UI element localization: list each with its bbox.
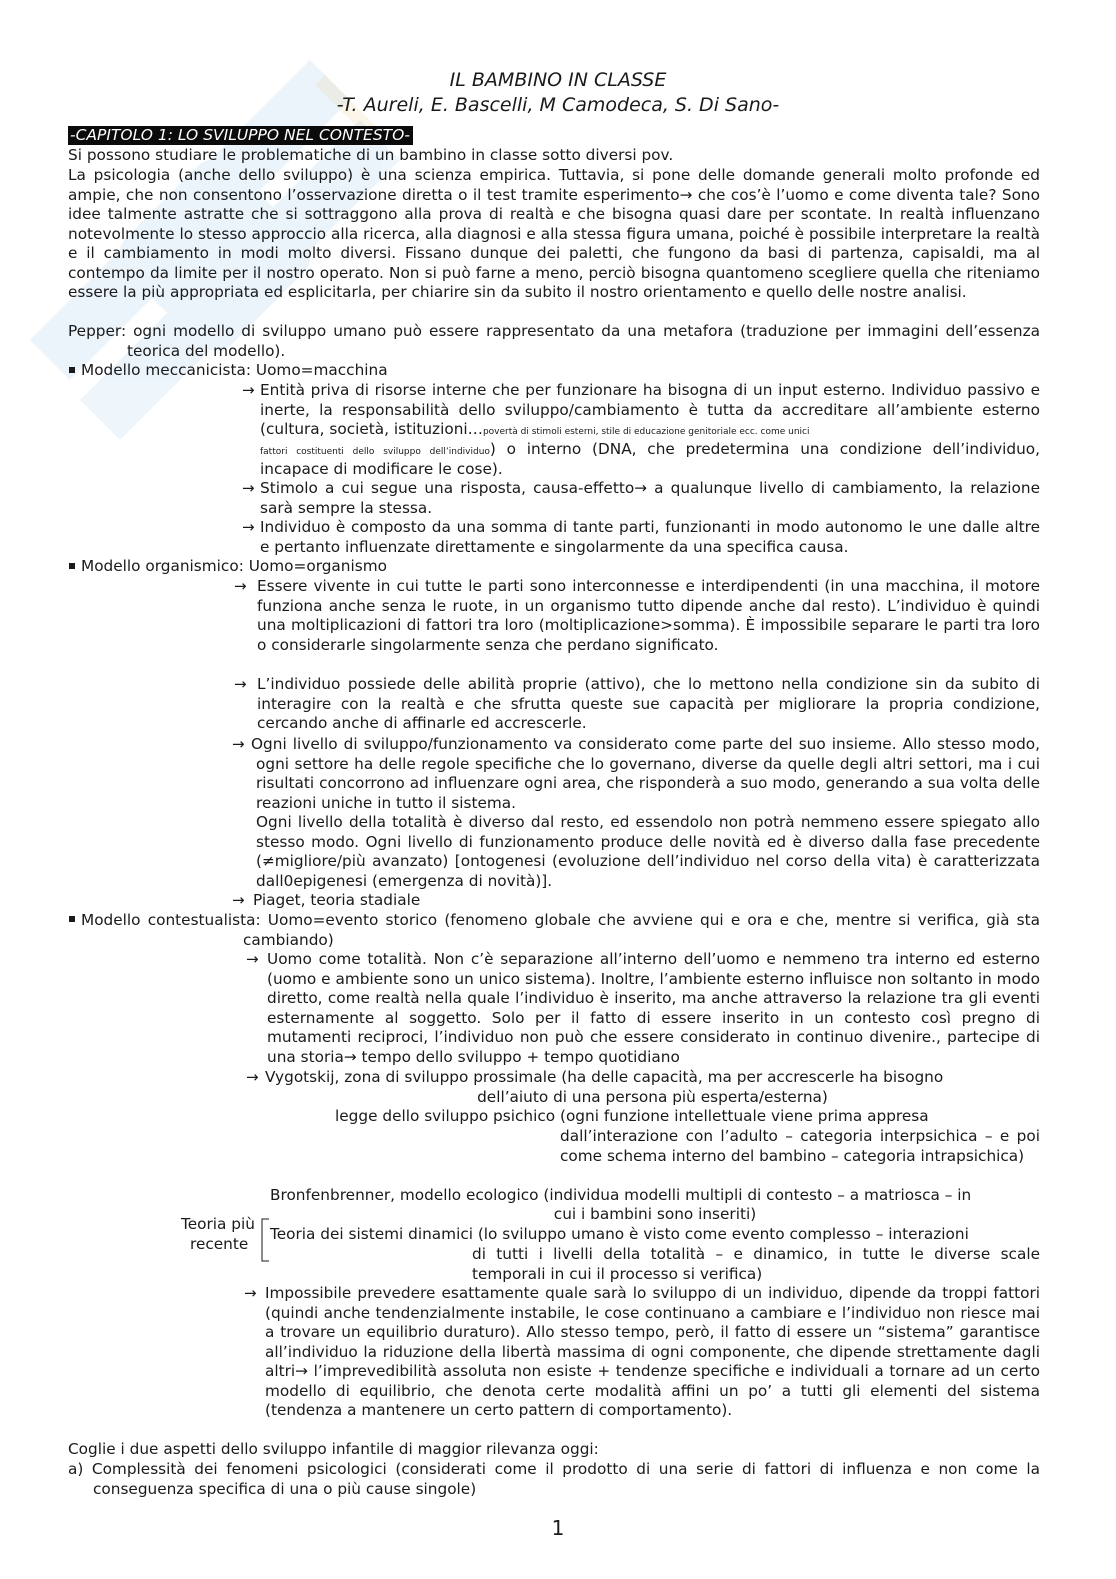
arrow-icon: → [234, 675, 247, 693]
vygotskij-line-2: dell’aiuto di una persona più esperta/esterna) [477, 1088, 828, 1106]
psychic-law-line-1: legge dello sviluppo psichico (ogni funzione intellettuale viene prima appresa [335, 1107, 929, 1125]
arrow-icon: → [244, 1284, 257, 1302]
chapter-heading: -CAPITOLO 1: LO SVILUPPO NEL CONTESTO- [68, 126, 413, 145]
vygotskij-line-1: Vygotskij, zona di sviluppo prossimale (ha delle capacità, ma per accrescerle ha bisogno [265, 1068, 944, 1086]
mechanistic-heading: Modello meccanicista: Uomo=macchina [81, 361, 388, 379]
mechanistic-bullet-2: Stimolo a cui segue una risposta, causa-effetto→ a qualunque livello di cambiamento, la relazione sarà sempre la stessa. [260, 479, 1040, 517]
side-label-line-2: recente [190, 1235, 249, 1253]
pepper-text: Pepper: ogni modello di sviluppo umano può essere rappresentato da una metafora (traduzione per immagini dell’essenza teorica del modello). [68, 322, 1040, 360]
bullet-square-icon [69, 367, 75, 373]
contextualist-bullet-1: Uomo come totalità. Non c’è separazione all’interno dell’uomo e nemmeno tra interno ed esterno (uomo e ambiente sono un unico sistema). Inoltre, l’ambiente esterno influisce non soltanto in modo diretto, come realtà nella quale l’individuo è inserito, ma anche attraverso la relazione tra gli eventi esternamente al soggetto. Solo per il fatto di essere inserito in un contesto così pregno di mutamenti reciproci, l’individuo non può che essere considerato in continuo divenire., partecipe di una storia→ tempo dello sviluppo + tempo quotidiano [267, 950, 1040, 1066]
organismic-b3-text: Ogni livello di sviluppo/funzionamento va considerato come parte del suo insieme. Allo stesso modo, ogni settore ha delle regole specifiche che lo governano, diverse da quelle degli altri settori, ma i cui risultati concorrono ad influenzare ogni area, che risponderà a suo modo, generando a sua volta delle reazioni uniche in tutto il sistema. [251, 735, 1040, 812]
page-number: 1 [551, 1516, 565, 1540]
bronfenbrenner-line-2: cui i bambini sono inseriti) [553, 1205, 757, 1223]
arrow-icon: → [242, 381, 255, 399]
closing-point-a-text: a) Complessità dei fenomeni psicologici (considerati come il prodotto di una serie di fattori di influenza e non come la conseguenza specifica di una o più cause singole) [68, 1460, 1040, 1498]
organismic-bullet-3 [251, 735, 1040, 813]
intro-paragraph-2: La psicologia (anche dello sviluppo) è una scienza empirica. Tuttavia, si pone delle domande generali molto profonde ed ampie, che non consentono l’osservazione diretta o il test tramite esperimento→ che cos’è l’uomo e come diventa tale? Sono idee talmente astratte che si sottraggono alla prova di realtà e che bisogna quasi dare per scontate. In realtà influenzano notevolmente lo stesso approccio alla ricerca, alla diagnosi e alla stessa figura umana, poiché è possibile interpretare la realtà e il cambiamento in modi molto diversi. Fissano dunque dei paletti, che fungono da basi di partenza, capisaldi, ma al contempo da limite per il nostro operato. Non si può farne a meno, perciò bisogna quantomeno scegliere quella che riteniamo essere la più appropriata ed esplicitarla, per chiarire sin da subito il nostro orientamento e quello delle nostre analisi. [68, 166, 1040, 302]
mechanistic-b1-main: Entità priva di risorse interne che per funzionare ha bisogna di un input esterno. Individuo passivo e inerte, la responsabilità dello sviluppo/cambiamento è tutta da accreditare all’ambiente esterno (cultura, società, istituzioni… [260, 381, 1040, 439]
bronfenbrenner-line-1: Bronfenbrenner, modello ecologico (individua modelli multipli di contesto – a matriosca – in [270, 1186, 972, 1204]
arrow-icon: → [242, 518, 255, 536]
arrow-icon: → [246, 1068, 259, 1086]
arrow-icon: → [232, 891, 245, 909]
organismic-bullet-2: L’individuo possiede delle abilità proprie (attivo), che lo mettono nella condizione sin da subito di interagire con la realtà e che sfrutta queste sue capacità per migliorare la propria condizione, cercando anche di affinarle ed accrescerle. [257, 675, 1040, 733]
bracket-icon [260, 1218, 270, 1262]
side-label-line-1: Teoria più [181, 1215, 255, 1233]
organismic-b1-text: Essere vivente in cui tutte le parti sono interconnesse e interdipendenti (in una macchina, il motore funziona anche senza le ruote, in un organismo tutto dipende anche dal resto). L’individuo è quindi una moltiplicazioni di fattori tra loro (moltiplicazione>somma). È impossibile separare le parti tra loro o considerarle singolarmente senza che perdano significato. [257, 577, 1040, 654]
arrow-icon: → [246, 950, 259, 968]
mechanistic-bullet-3: Individuo è composto da una somma di tante parti, funzionanti in modo autonomo le une dalle altre e pertanto influenzate direttamente e singolarmente da una specifica causa. [260, 518, 1040, 556]
bullet-square-icon [69, 563, 75, 569]
intro-paragraph-1: Si possono studiare le problematiche di un bambino in classe sotto diversi pov. [68, 146, 674, 164]
arrow-icon: → [234, 577, 247, 595]
organismic-bullet-4: Piaget, teoria stadiale [253, 891, 421, 909]
mechanistic-b1-tail: ) o interno (DNA, che predetermina una condizione dell’individuo, incapace di modificare le cose). [260, 440, 1041, 478]
pepper-paragraph [68, 322, 1040, 361]
document-title: IL BAMBINO IN CLASSE [449, 69, 667, 91]
closing-intro: Coglie i due aspetti dello sviluppo infantile di maggior rilevanza oggi: [68, 1440, 599, 1458]
document-authors: -T. Aureli, E. Bascelli, M Camodeca, S. Di Sano- [336, 94, 780, 116]
organismic-bullet-3-cont: Ogni livello della totalità è diverso dal resto, ed essendolo non potrà nemmeno essere spiegato allo stesso modo. Ogni livello di funzionamento produce delle novità ed è diverso dalla fase precedente (≠migliore/più avanzato) [ontogenesi (evoluzione dell’individuo nel corso della vita) è caratterizzata dall0epigenesi (emergenza di novità)]. [256, 813, 1040, 890]
organismic-bullet-1 [255, 577, 1040, 655]
contextualist-bullet-last: Impossibile prevedere esattamente quale sarà lo sviluppo di un individuo, dipende da troppi fattori (quindi anche tendenzialmente instabile, le cose continuano a cambiare e l’individuo non riesce mai a trovare un equilibrio duraturo). Allo stesso tempo, però, il fatto di essere un “sistema” garantisce all’individuo la riduzione della libertà massima di ogni componente, che dipende strettamente dagli altri→ l’imprevedibilità assoluta non esiste + tendenze specifiche e individuali a tornare ad un certo modello di equilibrio, che denota certe modalità affini un po’ a tutti gli elementi del sistema (tendenza a mantenere un certo pattern di comportamento). [265, 1284, 1040, 1420]
mechanistic-bullet-1 [260, 381, 1040, 440]
bullet-square-icon [69, 916, 75, 922]
contextualist-heading [81, 911, 1040, 950]
closing-point-a [68, 1460, 1040, 1499]
mechanistic-b1-note-b: fattori costituenti dello sviluppo dell’individuo [260, 447, 490, 457]
mechanistic-bullet-1-cont [260, 440, 1040, 479]
organismic-heading: Modello organismico: Uomo=organismo [81, 557, 387, 575]
arrow-icon: → [242, 479, 255, 497]
arrow-icon: → [232, 735, 245, 753]
mechanistic-b1-note-a: povertà di stimoli esterni, stile di educazione genitoriale ecc. come unici [482, 427, 810, 438]
contextualist-heading-text: Modello contestualista: Uomo=evento storico (fenomeno globale che avviene qui e ora e che, mentre si verifica, già sta cambiando) [81, 911, 1040, 949]
dynamic-systems-line-2: di tutti i livelli della totalità – e dinamico, in tutte le diverse scale temporali in cui il processo si verifica) [472, 1245, 1040, 1283]
psychic-law-line-2: dall’interazione con l’adulto – categoria interpsichica – e poi come schema interno del bambino – categoria intrapsichica) [560, 1127, 1040, 1165]
dynamic-systems-line-1: Teoria dei sistemi dinamici (lo sviluppo umano è visto come evento complesso – interazioni [270, 1225, 969, 1243]
